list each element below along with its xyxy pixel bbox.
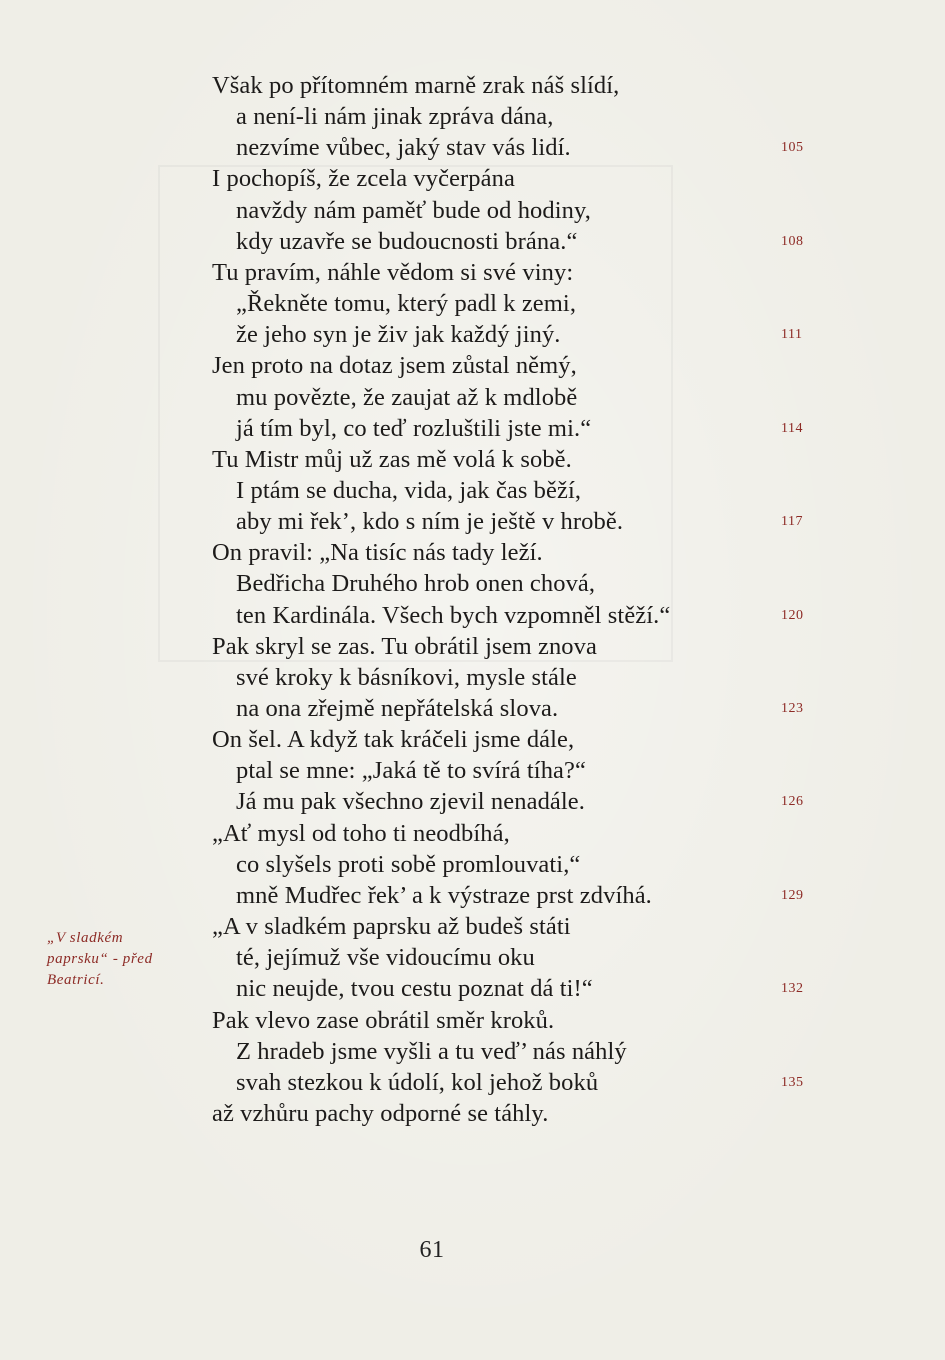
line-number: 120 <box>781 607 804 623</box>
margin-note-line-3: Beatricí. <box>47 972 105 988</box>
poem-line: až vzhůru pachy odporné se táhly. <box>212 1099 549 1127</box>
poem-line: svah stezkou k údolí, kol jehož boků <box>236 1068 599 1096</box>
poem-line: nic neujde, tvou cestu poznat dá ti!“ <box>236 975 593 1003</box>
poem-line: I pochopíš, že zcela vyčerpána <box>212 165 515 193</box>
line-number: 114 <box>781 420 803 436</box>
poem-line: „A v sladkém paprsku až budeš státi <box>212 913 571 941</box>
margin-note <box>47 928 197 991</box>
poem-line: Já mu pak všechno zjevil nenadále. <box>236 788 585 816</box>
page-number: 61 <box>419 1237 445 1263</box>
poem-line: ten Kardinála. Všech bych vzpomněl stěží.“ <box>236 601 671 629</box>
poem-line: nezvíme vůbec, jaký stav vás lidí. <box>236 134 571 162</box>
poem-line: aby mi řek’, kdo s ním je ještě v hrobě. <box>236 508 624 536</box>
poem-line: té, jejímuž vše vidoucímu oku <box>236 944 535 972</box>
poem-line: já tím byl, co teď rozluštili jste mi.“ <box>236 414 592 442</box>
poem-line: Pak skryl se zas. Tu obrátil jsem znova <box>212 632 597 660</box>
line-number: 126 <box>781 794 804 810</box>
poem-line: On šel. A když tak kráčeli jsme dále, <box>212 726 575 754</box>
line-number: 117 <box>781 514 803 530</box>
margin-note-line-1: „V sladkém <box>47 930 124 946</box>
poem-line: I ptám se ducha, vida, jak čas běží, <box>236 476 582 504</box>
poem-line: a není-li nám jinak zpráva dána, <box>236 103 554 131</box>
poem-line: Jen proto na dotaz jsem zůstal němý, <box>212 352 577 380</box>
poem-line: své kroky k básníkovi, mysle stále <box>236 663 577 691</box>
poem-line: Pak vlevo zase obrátil směr kroků. <box>212 1006 555 1034</box>
margin-note-line-2: paprsku“ - před <box>47 951 153 967</box>
poem-line: Tu Mistr můj už zas mě volá k sobě. <box>212 445 572 473</box>
line-number: 135 <box>781 1074 804 1090</box>
line-number: 111 <box>781 327 803 343</box>
poem-line: Však po přítomném marně zrak náš slídí, <box>212 72 620 99</box>
poem-line: kdy uzavře se budoucnosti brána.“ <box>236 227 578 255</box>
poem-line: mu povězte, že zaujat až k mdlobě <box>236 383 578 411</box>
line-number: 108 <box>781 233 804 249</box>
line-number: 129 <box>781 887 804 903</box>
poem-line: Tu pravím, náhle vědom si své viny: <box>212 258 574 286</box>
poem-line: Bedřicha Druhého hrob onen chová, <box>236 570 596 598</box>
poem-line: že jeho syn je živ jak každý jiný. <box>236 321 561 349</box>
poem-line: navždy nám paměť bude od hodiny, <box>236 196 591 224</box>
line-number: 105 <box>781 140 804 156</box>
poem-line: na ona zřejmě nepřátelská slova. <box>236 695 559 722</box>
line-number: 123 <box>781 701 804 716</box>
poem-line: „Ať mysl od toho ti neodbíhá, <box>212 819 510 847</box>
poem-line: ptal se mne: „Jaká tě to svírá tíha?“ <box>236 757 586 785</box>
poem-line: „Řekněte tomu, který padl k zemi, <box>236 290 577 318</box>
line-number: 132 <box>781 981 804 997</box>
poem-line: Z hradeb jsme vyšli a tu veď’ nás náhlý <box>236 1037 627 1065</box>
poem-line: co slyšels proti sobě promlouvati,“ <box>236 850 581 878</box>
poem-line: mně Mudřec řek’ a k výstraze prst zdvíhá. <box>236 881 652 909</box>
poem-line: On pravil: „Na tisíc nás tady leží. <box>212 539 543 567</box>
